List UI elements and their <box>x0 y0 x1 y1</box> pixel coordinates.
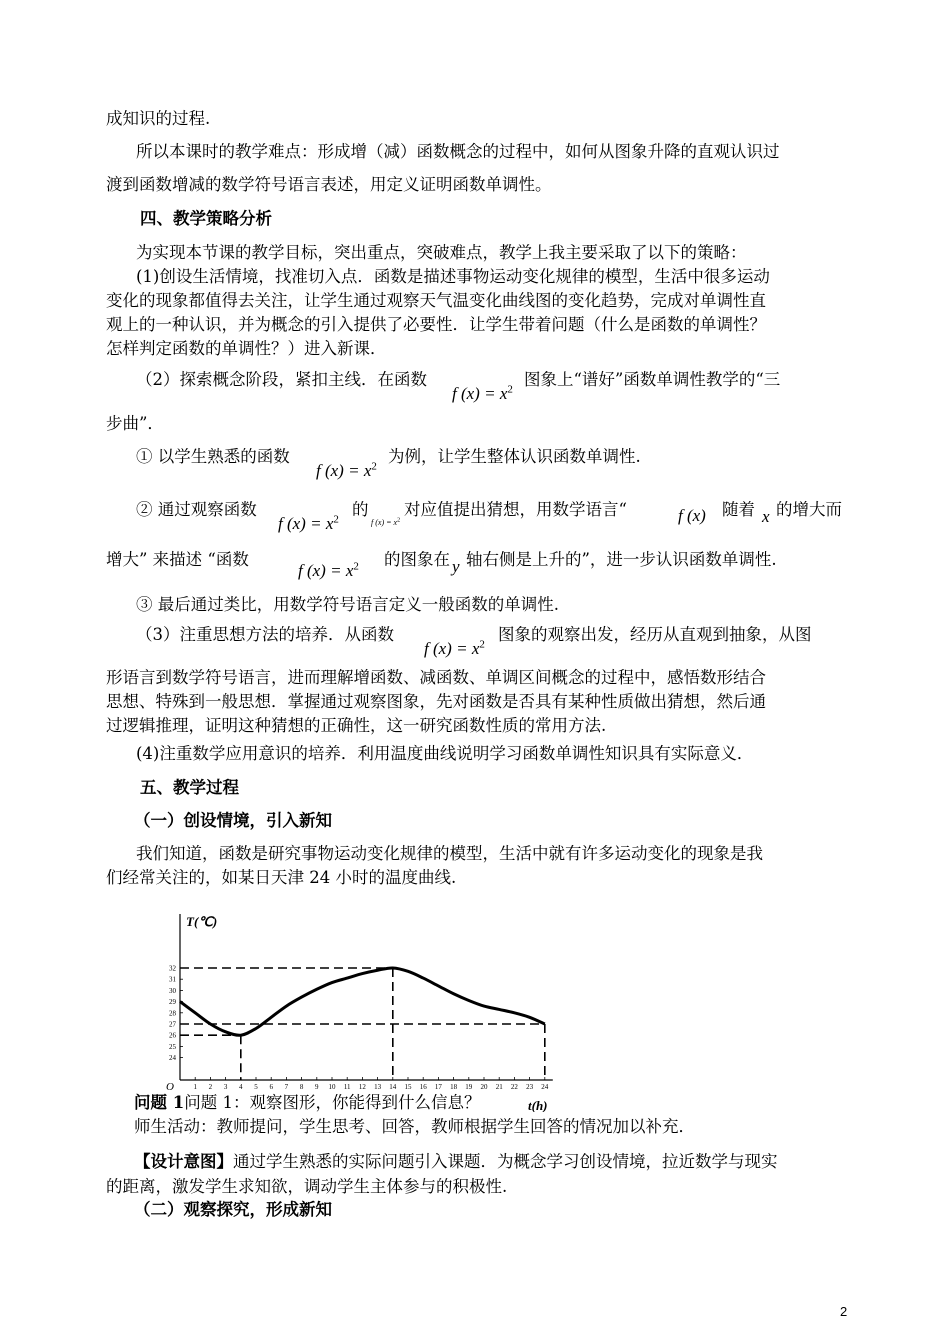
formula <box>316 455 377 482</box>
formula-small <box>371 509 400 534</box>
text-line <box>134 1151 778 1173</box>
x-tick-label: 21 <box>495 1083 503 1091</box>
page-number: 2 <box>840 1304 848 1319</box>
x-tick-label: 6 <box>269 1083 273 1091</box>
text-line: 们经常关注的，如某日天津 24 小时的温度曲线. <box>106 868 457 887</box>
y-tick-label: 29 <box>169 998 176 1007</box>
temperature-chart <box>160 906 560 1112</box>
x-tick-label: 8 <box>299 1083 304 1091</box>
formula <box>424 633 485 660</box>
x-tick-label: 14 <box>389 1083 397 1091</box>
x-tick-label: 13 <box>374 1083 382 1091</box>
x-tick-label: 2 <box>208 1083 213 1091</box>
y-tick-label: 31 <box>169 975 176 984</box>
y-tick-label: 25 <box>169 1042 176 1051</box>
design-intent-label: 【设计意图】 <box>134 1152 233 1171</box>
formula <box>762 506 770 528</box>
formula <box>452 556 460 578</box>
variable-y: y <box>452 557 460 576</box>
origin-label: O <box>166 1081 174 1093</box>
y-tick-label: 32 <box>169 964 176 973</box>
function-formula: f $(x) = x^2$ <box>371 517 401 527</box>
text-span: 轴右侧是上升的”，进一步认识函数单调性. <box>466 550 777 569</box>
function-formula: f $(x) = x^2$ <box>452 383 513 403</box>
x-tick-label: 5 <box>254 1083 258 1091</box>
text-line: 成知识的过程. <box>106 109 211 128</box>
function-formula: f $(x) = x^2$ <box>316 460 377 480</box>
text-line: 图象的观察出发，经历从直观到抽象，从图 <box>498 625 812 644</box>
x-tick-label: 3 <box>223 1083 228 1091</box>
text-line: 渡到函数增减的数学符号语言表述，用定义证明函数单调性。 <box>106 175 552 194</box>
text-line: ③ 最后通过类比，用数学符号语言定义一般函数的单调性. <box>136 595 559 614</box>
text-line: 师生活动：教师提问，学生思考、回答，教师根据学生回答的情况加以补充． <box>134 1117 695 1136</box>
text-line: 为例，让学生整体认识函数单调性. <box>388 447 641 466</box>
text-line: 为实现本节课的教学目标，突出重点，突破难点，教学上我主要采取了以下的策略： <box>136 243 747 262</box>
text-line: ① 以学生熟悉的函数 <box>136 447 290 466</box>
x-tick-label: 12 <box>358 1083 366 1091</box>
text-line: 我们知道，函数是研究事物运动变化规律的模型，生活中就有许多运动变化的现象是我 <box>136 844 763 863</box>
section-heading: 五、教学过程 <box>140 778 239 797</box>
text-line: 图象上“谱好”函数单调性教学的“三 <box>524 370 781 389</box>
text-line: 过逻辑推理，证明这种猜想的正确性，这一研究函数性质的常用方法. <box>106 716 607 735</box>
text-line: 步曲”． <box>106 414 164 433</box>
text-line: 所以本课时的教学难点：形成增（减）函数概念的过程中，如何从图象升降的直观认识过 <box>136 142 780 161</box>
question-text: 问题 1：观察图形，你能得到什么信息？ <box>184 1093 481 1112</box>
formula <box>678 505 706 527</box>
x-tick-label: 16 <box>419 1083 427 1091</box>
temperature-curve <box>180 968 545 1035</box>
x-tick-label: 22 <box>510 1083 518 1091</box>
x-tick-label: 1 <box>193 1083 197 1091</box>
formula <box>278 508 339 535</box>
text-line <box>136 369 427 391</box>
function-label: f (x) <box>678 506 706 525</box>
x-tick-label: 18 <box>450 1083 458 1091</box>
text-span: 随着 <box>722 500 755 519</box>
formula <box>298 555 359 582</box>
text-line: 增大” 来描述 “函数 <box>106 550 249 569</box>
x-tick-label: 19 <box>465 1083 473 1091</box>
text-span: 的 <box>352 500 369 519</box>
function-formula: f $(x) = x^2$ <box>424 638 485 658</box>
question <box>134 1092 480 1114</box>
y-tick-label: 30 <box>169 986 176 995</box>
x-tick-label: 20 <box>480 1083 488 1091</box>
text-line: ② 通过观察函数 <box>136 500 257 519</box>
x-tick-label: 15 <box>404 1083 412 1091</box>
y-tick-label: 24 <box>169 1054 176 1063</box>
y-axis-label: T(℃) <box>186 914 218 929</box>
text-line: 变化的现象都值得去关注，让学生通过观察天气温变化曲线图的变化趋势，完成对单调性直 <box>106 291 766 310</box>
x-axis-label: t(h) <box>528 1098 548 1112</box>
y-tick-label: 28 <box>169 1009 176 1018</box>
text-line: (1)创设生活情境，找准切入点．函数是描述事物运动变化规律的模型，生活中很多运动 <box>136 267 770 286</box>
x-tick-label: 10 <box>328 1083 336 1091</box>
y-tick-label: 26 <box>169 1031 176 1040</box>
text-span: （2）探索概念阶段，紧扣主线．在函数 <box>136 370 427 389</box>
x-tick-label: 4 <box>239 1083 243 1091</box>
x-tick-label: 11 <box>343 1083 351 1091</box>
y-tick-label: 27 <box>169 1020 176 1029</box>
x-tick-label: 7 <box>284 1083 289 1091</box>
x-tick-label: 23 <box>526 1083 534 1091</box>
text-span: 通过学生熟悉的实际问题引入课题．为概念学习创设情境，拉近数学与现实 <box>233 1152 778 1171</box>
text-span: 的增大而 <box>776 500 842 519</box>
subsection-heading: （一）创设情境，引入新知 <box>134 811 332 830</box>
formula <box>452 378 513 405</box>
function-formula: f $(x) = x^2$ <box>278 513 339 533</box>
text-line: 怎样判定函数的单调性？）进入新课． <box>106 339 387 358</box>
question-label: 问题 1 <box>134 1093 185 1112</box>
text-line: 的距离，激发学生求知欲，调动学生主体参与的积极性. <box>106 1177 508 1196</box>
subsection-heading: （二）观察探究，形成新知 <box>134 1200 332 1219</box>
text-line: 形语言到数学符号语言，进而理解增函数、减函数、单调区间概念的过程中，感悟数形结合 <box>106 668 766 687</box>
text-span: 对应值提出猜想，用数学语言“ <box>404 500 627 519</box>
variable-x: x <box>762 507 770 526</box>
x-tick-label: 9 <box>315 1083 319 1091</box>
x-tick-label: 24 <box>541 1083 549 1091</box>
text-line: 思想、特殊到一般思想．掌握通过观察图象，先对函数是否具有某种性质做出猜想，然后通 <box>106 692 766 711</box>
function-formula: f $(x) = x^2$ <box>298 560 359 580</box>
text-line: (4)注重数学应用意识的培养．利用温度曲线说明学习函数单调性知识具有实际意义． <box>136 744 754 763</box>
x-tick-label: 17 <box>434 1083 442 1091</box>
text-line: （3）注重思想方法的培养．从函数 <box>136 625 394 644</box>
text-span: 的图象在 <box>384 550 450 569</box>
section-heading: 四、教学策略分析 <box>140 209 272 228</box>
text-line: 观上的一种认识，并为概念的引入提供了必要性．让学生带着问题（什么是函数的单调性？ <box>106 315 766 334</box>
